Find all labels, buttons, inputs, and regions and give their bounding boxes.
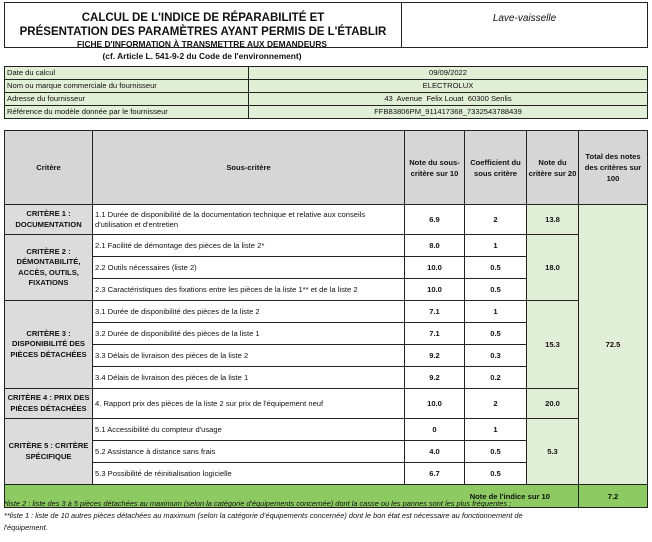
- sub-coef: 1: [465, 419, 527, 441]
- col-header-total: Total des notes des critères sur 100: [579, 131, 648, 205]
- critere-3-note20: 15.3: [527, 301, 579, 389]
- info-row-address: [5, 93, 648, 106]
- sub-note: 4.0: [405, 441, 465, 463]
- supplier-address: 43 Avenue Felix Louat 60300 Senlis: [249, 93, 648, 106]
- critere-2-note20: 18.0: [527, 235, 579, 301]
- sub-note: 10.0: [405, 279, 465, 301]
- sub-note: 10.0: [405, 389, 465, 419]
- sub-note: 6.9: [405, 205, 465, 235]
- sub-coef: 2: [465, 389, 527, 419]
- sub-note: 6.7: [405, 463, 465, 485]
- sub-coef: 1: [465, 301, 527, 323]
- info-label: Date du calcul: [5, 67, 249, 80]
- critere-1-note20: 13.8: [527, 205, 579, 235]
- sub-coef: 0.5: [465, 279, 527, 301]
- scores-table: [4, 130, 648, 508]
- info-label: Adresse du fournisseur: [5, 93, 249, 106]
- info-row-brand: [5, 80, 648, 93]
- title-line-1: CALCUL DE L'INDICE DE RÉPARABILITÉ ET: [81, 12, 325, 24]
- fiche-subtitle: [4, 38, 400, 62]
- col-header-critere: Critère: [5, 131, 93, 205]
- col-header-sous-critere: Sous-critère: [93, 131, 405, 205]
- critere-2-label: CRITÈRE 2 : DÉMONTABILITÉ, ACCÈS, OUTILS, FIXATIONS: [5, 235, 93, 301]
- sub-note: 9.2: [405, 345, 465, 367]
- brand-name: ELECTROLUX: [249, 80, 648, 93]
- table-row: [5, 389, 648, 419]
- sub-note: 8.0: [405, 235, 465, 257]
- sub-note: 10.0: [405, 257, 465, 279]
- sub-coef: 1: [465, 235, 527, 257]
- sub-coef: 0.2: [465, 367, 527, 389]
- total-score: 72.5: [579, 205, 648, 485]
- product-type: Lave-vaisselle: [402, 3, 648, 48]
- final-score-value: 7.2: [579, 485, 648, 508]
- critere-5-label: CRITÈRE 5 : CRITÈRE SPÉCIFIQUE: [5, 419, 93, 485]
- info-label: Nom ou marque commerciale du fournisseur: [5, 80, 249, 93]
- table-row: [5, 205, 648, 235]
- table-row: [5, 301, 648, 323]
- sub-criterion: 1.1 Durée de disponibilité de la documentation technique et relative aux conseils d'utilisation et d'entretien: [93, 205, 405, 235]
- col-header-coef: Coefficient du sous critère: [465, 131, 527, 205]
- sub-criterion: 2.1 Facilité de démontage des pièces de la liste 2*: [93, 235, 405, 257]
- table-header-row: [5, 131, 648, 205]
- supplier-info-table: [4, 66, 648, 119]
- footnotes: [4, 498, 647, 534]
- title-line-2: PRÉSENTATION DES PARAMÈTRES AYANT PERMIS DE L'ÉTABLIR: [19, 26, 387, 38]
- critere-4-label: CRITÈRE 4 : PRIX DES PIÈCES DÉTACHÉES: [5, 389, 93, 419]
- sub-criterion: 5.1 Accessibilité du compteur d'usage: [93, 419, 405, 441]
- sub-coef: 0.5: [465, 441, 527, 463]
- sub-criterion: 3.3 Délais de livraison des pièces de la liste 2: [93, 345, 405, 367]
- sub-criterion: 3.1 Durée de disponibilité des pièces de la liste 2: [93, 301, 405, 323]
- info-label: Référence du modèle donnée par le fournisseur: [5, 106, 249, 119]
- critere-4-note20: 20.0: [527, 389, 579, 419]
- sub-note: 7.1: [405, 323, 465, 345]
- sub-coef: 0.5: [465, 257, 527, 279]
- critere-3-label: CRITÈRE 3 : DISPONIBILITÉ DES PIÈCES DÉTACHÉES: [5, 301, 93, 389]
- model-reference: FFB83806PM_911417368_7332543788439: [249, 106, 648, 119]
- fiche-line-2: (cf. Article L. 541-9-2 du Code de l'environnement): [102, 51, 302, 61]
- sub-criterion: 3.4 Délais de livraison des pièces de la liste 1: [93, 367, 405, 389]
- sub-criterion: 5.2 Assistance à distance sans frais: [93, 441, 405, 463]
- critere-1-label: CRITÈRE 1 : DOCUMENTATION: [5, 205, 93, 235]
- sub-criterion: 3.2 Durée de disponibilité des pièces de la liste 1: [93, 323, 405, 345]
- footnote-liste-2: *liste 2 : liste des 3 à 5 pièces détachées au maximum (selon la catégorie d'équipements concernée) dont la casse ou les pannes sont les plus fréquentes ;: [4, 499, 512, 508]
- sub-coef: 0.3: [465, 345, 527, 367]
- table-row: [5, 235, 648, 257]
- table-row: [5, 419, 648, 441]
- info-row-date: [5, 67, 648, 80]
- sub-criterion: 5.3 Possibilité de réinitialisation logicielle: [93, 463, 405, 485]
- calc-date: 09/09/2022: [249, 67, 648, 80]
- info-row-reference: [5, 106, 648, 119]
- sub-note: 0: [405, 419, 465, 441]
- final-score-label: Note de l'indice sur 10: [5, 485, 579, 508]
- sub-coef: 2: [465, 205, 527, 235]
- footnote-liste-1-cont: l'équipement.: [4, 523, 48, 532]
- sub-note: 7.1: [405, 301, 465, 323]
- sub-criterion: 4. Rapport prix des pièces de la liste 2 sur prix de l'équipement neuf: [93, 389, 405, 419]
- sub-note: 9.2: [405, 367, 465, 389]
- col-header-note: Note du sous-critère sur 10: [405, 131, 465, 205]
- sub-coef: 0.5: [465, 463, 527, 485]
- sub-criterion: 2.3 Caractéristiques des fixations entre les pièces de la liste 1** et de la liste 2: [93, 279, 405, 301]
- footnote-liste-1: **liste 1 : liste de 10 autres pièces détachées au maximum (selon la catégorie d'équipements concernée) dont le bon état est nécessaire au fonctionnement de: [4, 511, 523, 520]
- col-header-note20: Note du critère sur 20: [527, 131, 579, 205]
- sub-criterion: 2.2 Outils nécessaires (liste 2): [93, 257, 405, 279]
- critere-5-note20: 5.3: [527, 419, 579, 485]
- fiche-line-1: FICHE D'INFORMATION À TRANSMETTRE AUX DEMANDEURS: [77, 39, 327, 49]
- sub-coef: 0.5: [465, 323, 527, 345]
